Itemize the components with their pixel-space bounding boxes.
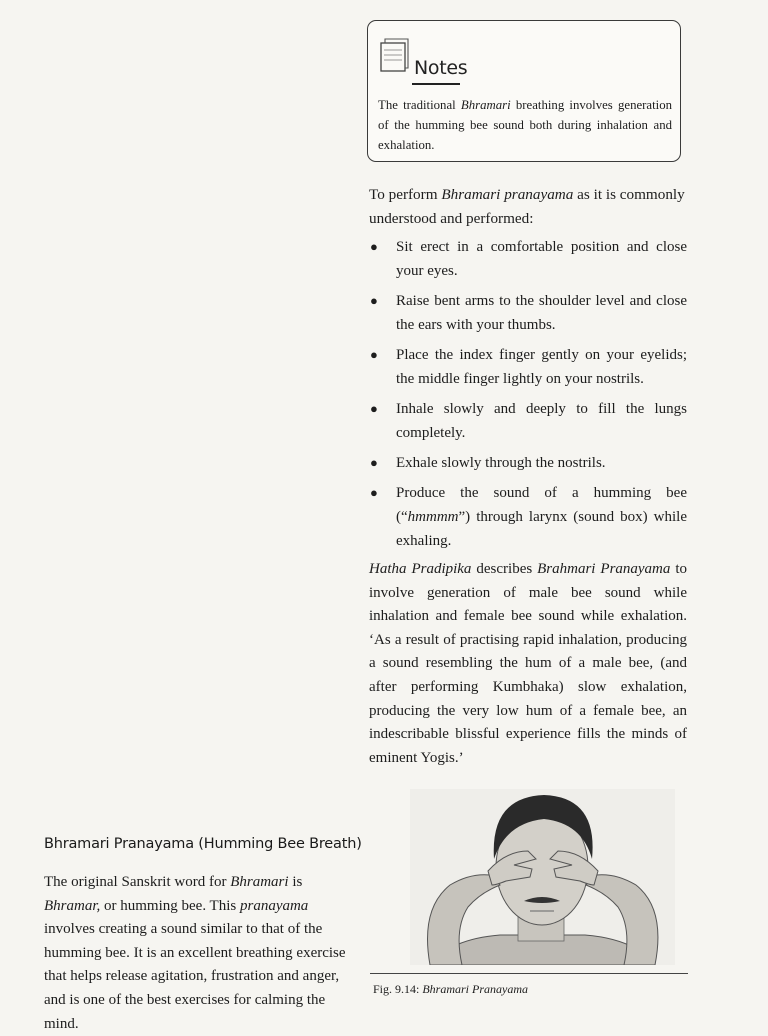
bhramari-pranayama-figure [410,789,675,965]
bullet-icon: ● [370,455,378,470]
intro-paragraph: To perform Bhramari pranayama as it is commonly understood and performed: [369,186,685,227]
section-body: The original Sanskrit word for Bhramari is Bhramar, or humming bee. This pranayama involves creating a sound similar to that of the humming bee. It is an excellent breathing exercise that helps release agitation, frustration and anger, and is one of the best exercises for calming the mind. [44,874,346,1032]
notes-text: The traditional Bhramari breathing involves generation of the humming bee sound both during inhalation and exhalation. [378,98,672,152]
steps-list [369,235,687,559]
hatha-pradipika-paragraph: Hatha Pradipika describes Brahmari Pranayama to involve generation of male bee sound while inhalation and female bee sound while exhalation. ‘As a result of practising rapid inhalation, producing a sound resembling the hum of a male bee, (and after performing Kumbhaka) slow exhalation, producing the very low hum of a female bee, an indescribable blissful experience fills the minds of eminent Yogis.’ [369,561,687,766]
bullet-icon: ● [370,239,378,254]
notepad-icon [378,35,410,75]
list-item: ● Inhale slowly and deeply to fill the lungs completely. [369,397,687,445]
list-item: ● Sit erect in a comfortable position and close your eyes. [369,235,687,283]
notes-title-rule [412,83,460,85]
list-item: ● Produce the sound of a humming bee (“hmmmm”) through larynx (sound box) while exhaling. [369,481,687,553]
list-item: ● Exhale slowly through the nostrils. [369,451,687,475]
notes-box [367,20,681,162]
bullet-icon: ● [370,347,378,362]
figure-caption: Fig. 9.14: Bhramari Pranayama [373,982,529,996]
list-item: ● Raise bent arms to the shoulder level and close the ears with your thumbs. [369,289,687,337]
bullet-icon: ● [370,485,378,500]
figure-rule [370,973,688,974]
notes-title: Notes [414,57,468,79]
bullet-icon: ● [370,293,378,308]
section-heading: Bhramari Pranayama (Humming Bee Breath) [44,836,362,852]
list-item: ● Place the index finger gently on your eyelids; the middle finger lightly on your nostrils. [369,343,687,391]
bullet-icon: ● [370,401,378,416]
